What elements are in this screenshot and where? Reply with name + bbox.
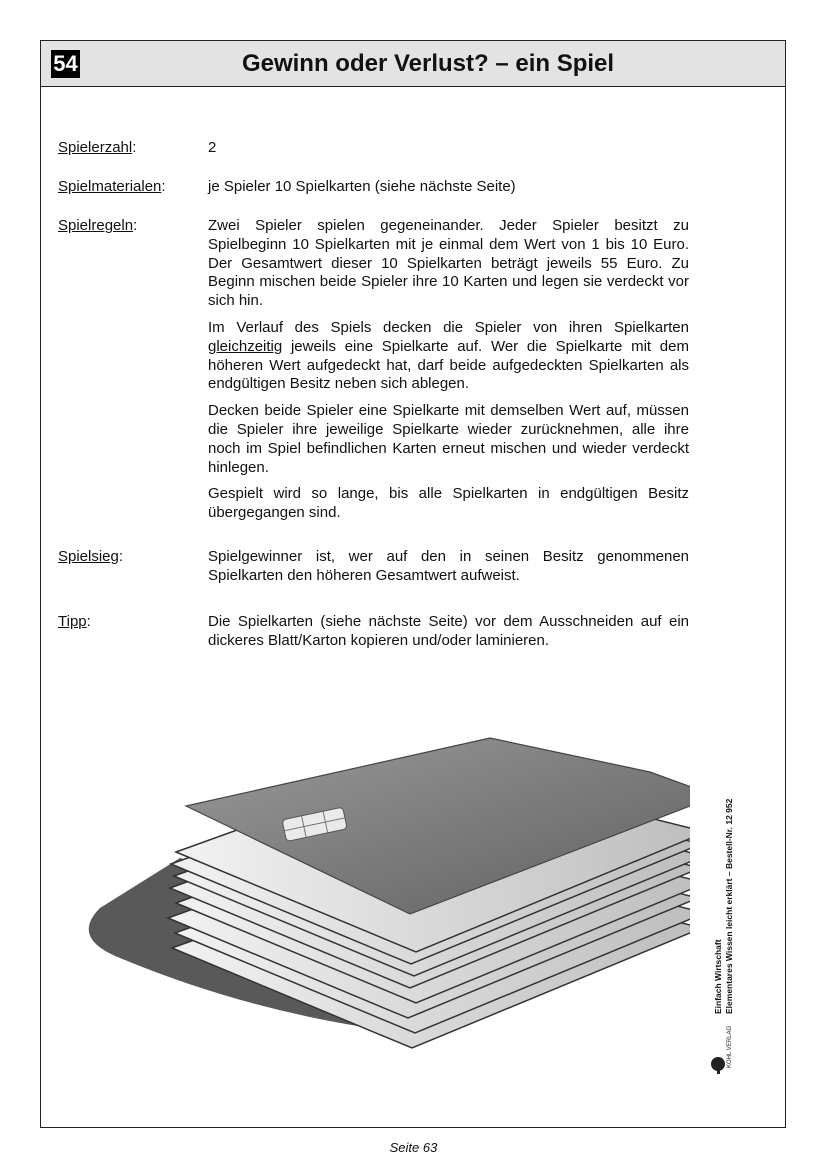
label-tip: Tipp:	[58, 613, 91, 630]
publisher-info: Einfach Wirtschaft Elementares Wissen leicht erklärt – Bestell-Nr. 12 952	[713, 798, 734, 1014]
card-stack-illustration	[60, 688, 690, 1058]
chapter-number-badge: 54	[51, 50, 80, 78]
publisher-logo	[705, 1016, 745, 1076]
svg-text:KOHL VERLAG: KOHL VERLAG	[727, 1025, 733, 1068]
label-players: Spielerzahl:	[58, 139, 137, 156]
label-materials: Spielmaterialen:	[58, 178, 166, 195]
value-rules	[208, 217, 689, 531]
value-players: 2	[208, 139, 217, 156]
value-victory: Spielgewinner ist, wer auf den in seinen Besitz genommenen Spielkarten den höheren Gesamtwert aufweist.	[208, 548, 689, 584]
value-tip: Die Spielkarten (siehe nächste Seite) vor dem Ausschneiden auf ein dickeres Blatt/Karton kopieren und/oder laminieren.	[208, 613, 689, 649]
rules-paragraph-2: Im Verlauf des Spiels decken die Spieler von ihren Spielkarten gleichzeitig jeweils eine Spielkarte auf. Wer die Spielkarte mit dem höheren Wert aufgedeckt hat, darf beide aufgedeckten Spielkarten als endgültigen Besitz neben sich ablegen.	[208, 318, 689, 393]
rules-paragraph-1: Zwei Spieler spielen gegeneinander. Jeder Spieler besitzt zu Spielbeginn 10 Spielkarten mit je einmal dem Wert von 1 bis 10 Euro. Der Gesamtwert dieser 10 Spielkarten beträgt jeweils 55 Euro. Zu Beginn mischen beide Spieler ihre 10 Karten und legen sie verdeckt vor sich hin.	[208, 217, 689, 310]
rules-paragraph-4: Gespielt wird so lange, bis alle Spielkarten in endgültigen Besitz übergegangen sind.	[208, 485, 689, 522]
value-materials: je Spieler 10 Spielkarten (siehe nächste Seite)	[208, 178, 516, 195]
page-number: Seite 63	[389, 1140, 438, 1155]
label-victory: Spielsieg:	[58, 548, 124, 565]
label-rules: Spielregeln:	[58, 217, 138, 234]
page-title: Gewinn oder Verlust? – ein Spiel	[241, 50, 615, 77]
page-header	[41, 41, 785, 87]
rules-paragraph-3: Decken beide Spieler eine Spielkarte mit demselben Wert auf, müssen die Spieler ihre jeweilige Spielkarte wieder zurücknehmen, alle ihre noch im Spiel befindlichen Karten erneut mischen und wieder verdeckt hinlegen.	[208, 402, 689, 476]
publisher-sidebar	[697, 714, 747, 1062]
